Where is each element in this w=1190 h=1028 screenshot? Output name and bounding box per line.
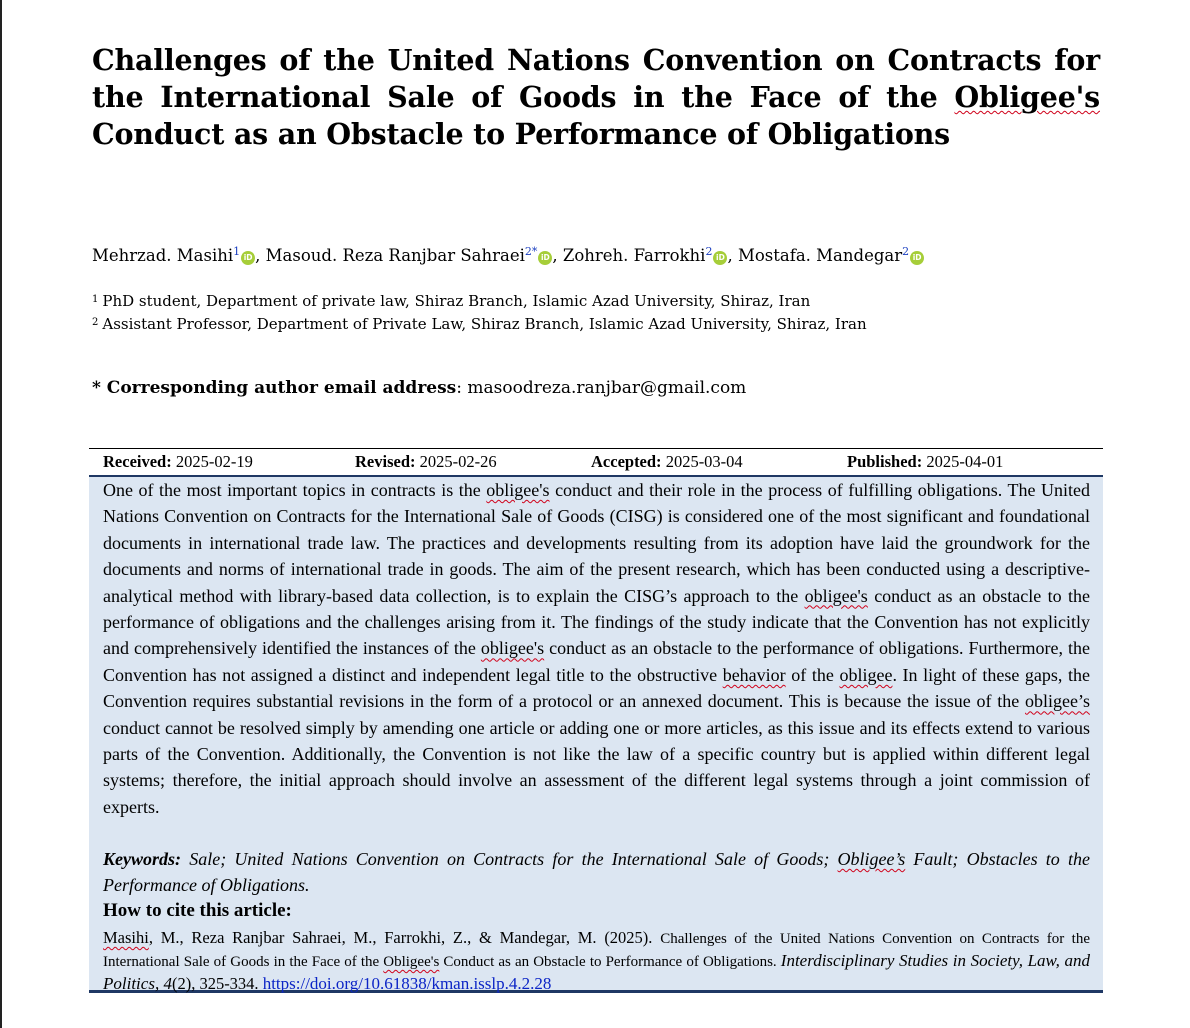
author: Masoud. Reza Ranjbar Sahraei$^{2*}$ iD xyxy=(266,246,553,265)
dates-row xyxy=(89,448,1103,478)
author: Zohreh. Farrokhi$^2$ iD xyxy=(563,246,728,265)
orcid-icon[interactable]: iD xyxy=(713,251,727,265)
paper-title xyxy=(92,42,1100,153)
title-text: Challenges of the United Nations Convention on Contracts for the International Sale of Goods in the Face of the xyxy=(92,43,1100,114)
abstract-panel xyxy=(89,477,1103,993)
cite-heading: How to cite this article: xyxy=(103,900,292,921)
orcid-icon[interactable]: iD xyxy=(910,251,924,265)
author-list: Mehrzad. Masihi$^1$ iD , Masoud. Reza Ranjbar Sahraei$^{2*}$ iD , Zohreh. Farrokhi$^2$ iD , Mostafa. Mandegar$^2$ iD xyxy=(92,245,924,265)
orcid-icon[interactable]: iD xyxy=(241,251,255,265)
keywords: Keywords: Sale; United Nations Convention on Contracts for the International Sale of Goods; Obligee’s Fault; Obstacles to the Performance of Obligations. xyxy=(103,849,1090,896)
corresponding-email[interactable]: masoodreza.ranjbar@gmail.com xyxy=(467,378,747,398)
citation: Masihi, M., Reza Ranjbar Sahraei, M., Farrokhi, Z., & Mandegar, M. (2025). Challenges of the United Nations Convention on Contracts for the International Sale of Goods in the Face of the Obligee's Conduct as an Obstacle to Performance of Obligations. Interdisciplinary Studies in Society, Law, and Politics, 4(2), 325-334. https://doi.org/10.61838/kman.isslp.4.2.28 xyxy=(103,928,1090,993)
corresponding-author: * Corresponding author email address: masoodreza.ranjbar@gmail.com xyxy=(92,378,747,398)
affiliation-1: $^1$ PhD student, Department of private law, Shiraz Branch, Islamic Azad University, Shiraz, Iran xyxy=(92,292,811,310)
spellcheck-word[interactable]: obligee's xyxy=(480,638,545,659)
date-published: Published: 2025-04-01 xyxy=(847,452,1004,471)
abstract-box xyxy=(89,448,1103,993)
title-spellcheck-word[interactable]: Obligee's xyxy=(954,80,1100,114)
affiliation-2: $^2$ Assistant Professor, Department of Private Law, Shiraz Branch, Islamic Azad University, Shiraz, Iran xyxy=(92,315,867,333)
journal-name: Interdisciplinary Studies in Society, Law, and Politics, 4 xyxy=(103,951,1090,993)
title-text-end: Conduct as an Obstacle to Performance of Obligations xyxy=(92,117,951,151)
date-revised: Revised: 2025-02-26 xyxy=(355,452,497,471)
abstract-text: One of the most important topics in contracts is the obligee's conduct and their role in the process of fulfilling obligations. The United Nations Convention on Contracts for the International Sale of Goods (CISG) is considered one of the most significant and foundational documents in international trade law. The practices and developments resulting from its adoption have laid the groundwork for the documents and norms of international trade in goods. The aim of the present research, which has been conducted using a descriptive-analytical method with library-based data collection, is to explain the CISG’s approach to the obligee's conduct as an obstacle to the performance of obligations and the challenges arising from it. The findings of the study indicate that the Convention has not explicitly and comprehensively identified the instances of the obligee's conduct as an obstacle to the performance of obligations. Furthermore, the Convention has not assigned a distinct and independent legal title to the obstructive behavior of the obligee. In light of these gaps, the Convention requires substantial revisions in the form of a protocol or an annexed document. This is because the issue of the obligee’s conduct cannot be resolved simply by amending one article or adding one or more articles, as this issue and its effects extend to various parts of the Convention. Additionally, the Convention is not like the law of a specific country but is applied within different legal systems; therefore, the initial approach should involve an assessment of the different legal systems through a joint commission of experts. xyxy=(103,480,1091,817)
keywords-label: Keywords: xyxy=(103,849,181,869)
orcid-icon[interactable]: iD xyxy=(538,251,552,265)
spellcheck-word[interactable]: Obligee's xyxy=(383,954,440,970)
spellcheck-word[interactable]: obligee's xyxy=(804,585,868,606)
spellcheck-word[interactable]: obligee’s xyxy=(1025,691,1090,712)
spellcheck-word[interactable]: Obligee’s xyxy=(837,849,906,869)
date-accepted: Accepted: 2025-03-04 xyxy=(591,452,743,471)
page-left-border xyxy=(0,0,2,1028)
spellcheck-word[interactable]: obligee's xyxy=(486,480,550,500)
author: Mehrzad. Masihi$^1$ iD xyxy=(92,246,255,265)
author: Mostafa. Mandegar$^2$ iD xyxy=(738,246,924,265)
spellcheck-word[interactable]: Masihi xyxy=(103,928,149,947)
spellcheck-word[interactable]: behavior xyxy=(722,664,786,685)
doi-link[interactable]: https://doi.org/10.61838/kman.isslp.4.2.28 xyxy=(262,974,552,993)
spellcheck-word[interactable]: obligee xyxy=(839,664,893,685)
date-received: Received: 2025-02-19 xyxy=(103,452,253,471)
